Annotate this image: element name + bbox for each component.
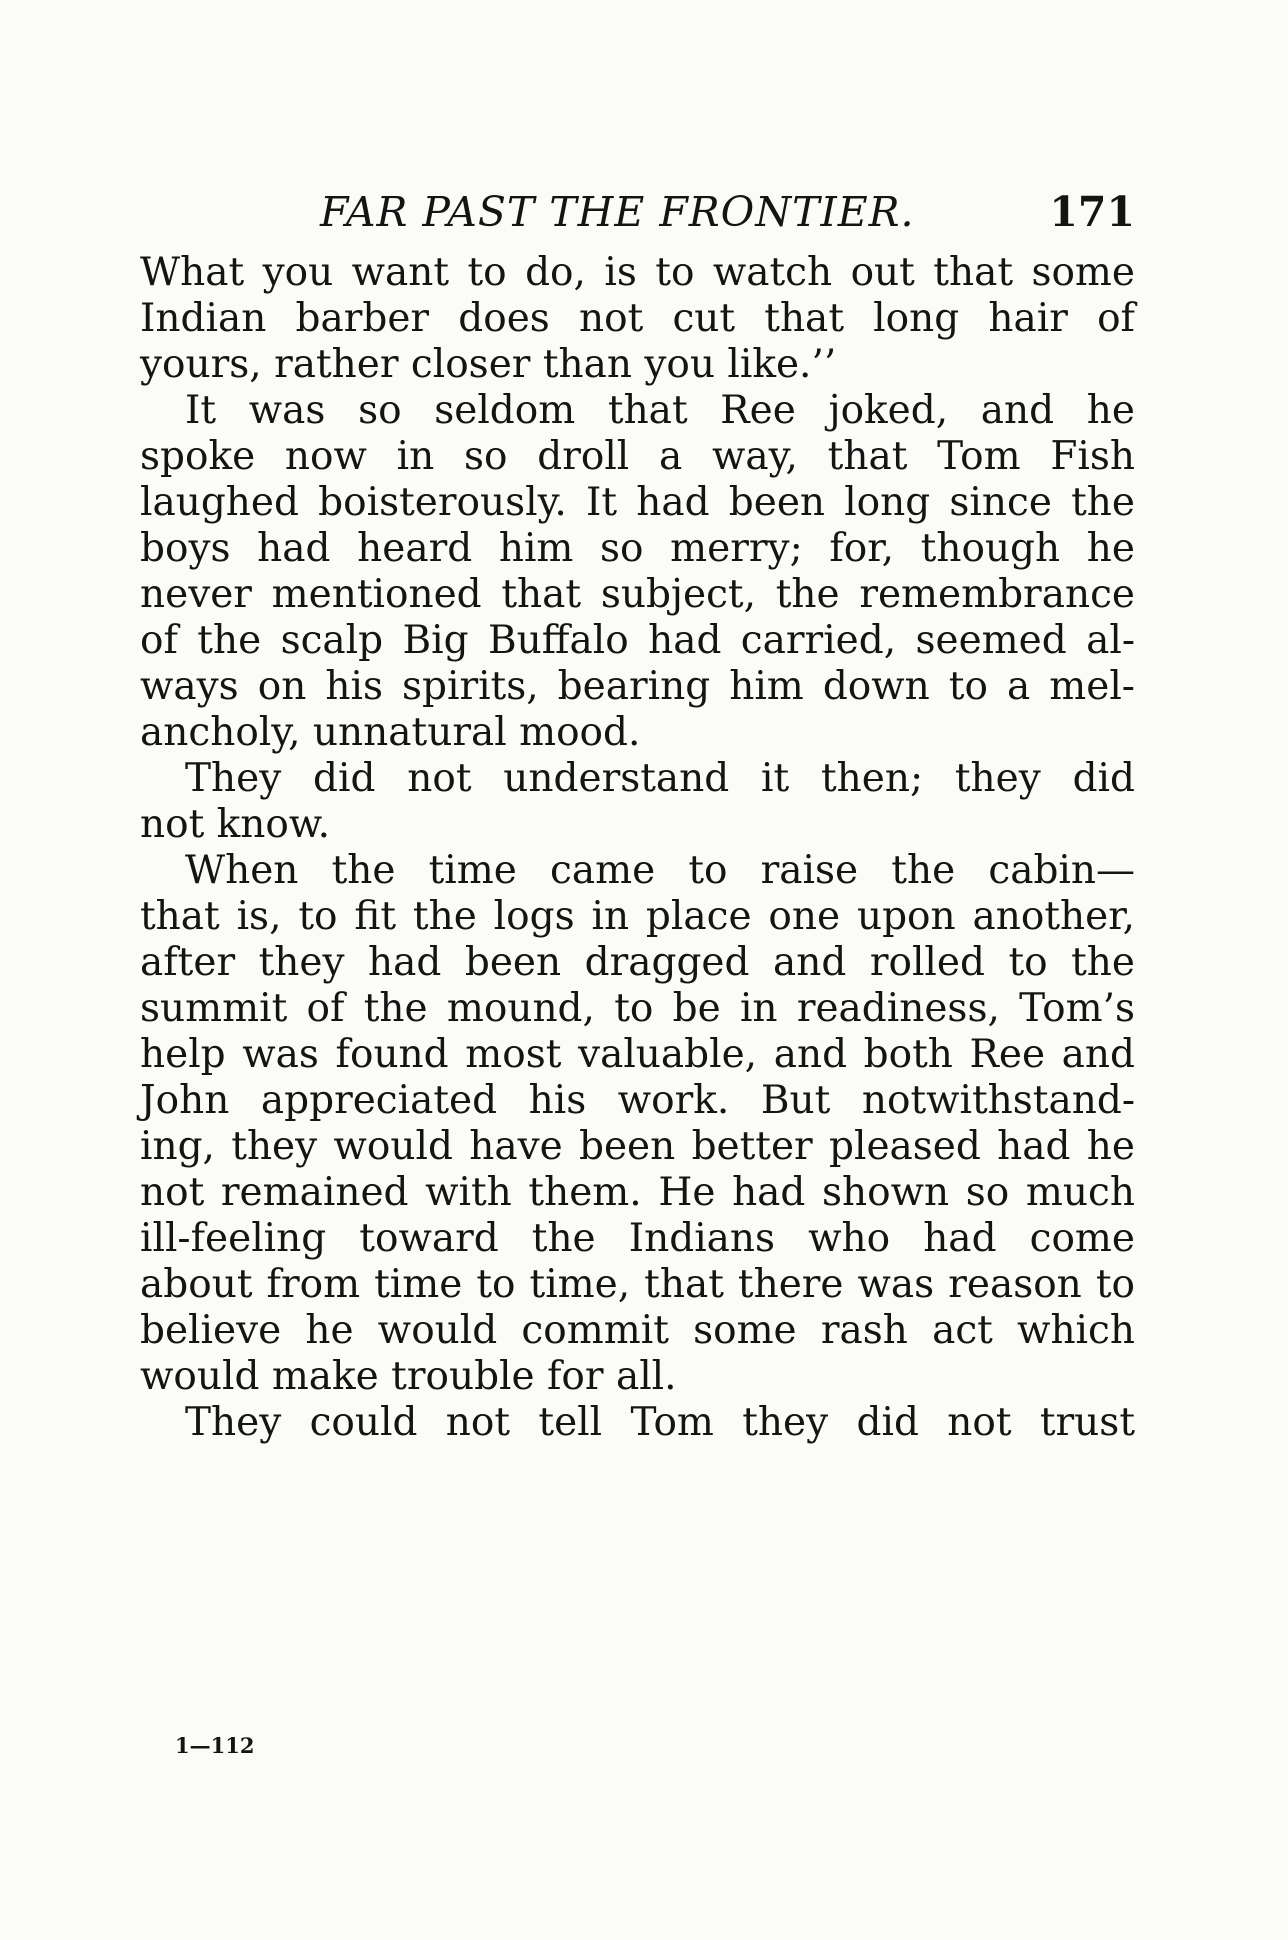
text-line: not remained with them. He had shown so much (140, 1170, 1135, 1215)
text-line: that is, to fit the logs in place one upon another, (140, 894, 1135, 939)
text-line: ancholy, unnatural mood. (140, 710, 641, 755)
text-line: not know. (140, 802, 331, 847)
text-line: When the time came to raise the cabin— (185, 848, 1135, 893)
text-line: about from time to time, that there was reason to (140, 1262, 1135, 1307)
text-line: laughed boisterously. It had been long since the (140, 480, 1135, 525)
text-line: of the scalp Big Buffalo had carried, seemed al- (140, 618, 1135, 663)
page-number: 171 (1049, 188, 1135, 236)
text-line: They could not tell Tom they did not trust (185, 1400, 1135, 1445)
text-line: help was found most valuable, and both Ree and (140, 1032, 1135, 1077)
text-line: believe he would commit some rash act which (140, 1308, 1135, 1353)
text-line: after they had been dragged and rolled to the (140, 940, 1135, 985)
text-line: It was so seldom that Ree joked, and he (185, 388, 1135, 433)
text-line: never mentioned that subject, the remembrance (140, 572, 1135, 617)
text-line: ill-feeling toward the Indians who had come (140, 1216, 1135, 1261)
text-line: They did not understand it then; they did (185, 756, 1135, 801)
text-line: Indian barber does not cut that long hair of (140, 296, 1135, 341)
text-line: summit of the mound, to be in readiness, Tom’s (140, 986, 1135, 1031)
text-line: boys had heard him so merry; for, though he (140, 526, 1135, 571)
text-line: What you want to do, is to watch out that some (140, 250, 1135, 295)
text-line: yours, rather closer than you like.’’ (140, 342, 837, 387)
signature-mark: 1—112 (175, 1733, 255, 1758)
text-line: John appreciated his work. But notwithstand- (140, 1078, 1135, 1123)
text-line: would make trouble for all. (140, 1354, 677, 1399)
text-line: spoke now in so droll a way, that Tom Fish (140, 434, 1135, 479)
running-head (140, 188, 1135, 248)
running-head-title: FAR PAST THE FRONTIER. (320, 188, 915, 236)
text-line: ing, they would have been better pleased had he (140, 1124, 1135, 1169)
text-line: ways on his spirits, bearing him down to a mel- (140, 664, 1135, 709)
